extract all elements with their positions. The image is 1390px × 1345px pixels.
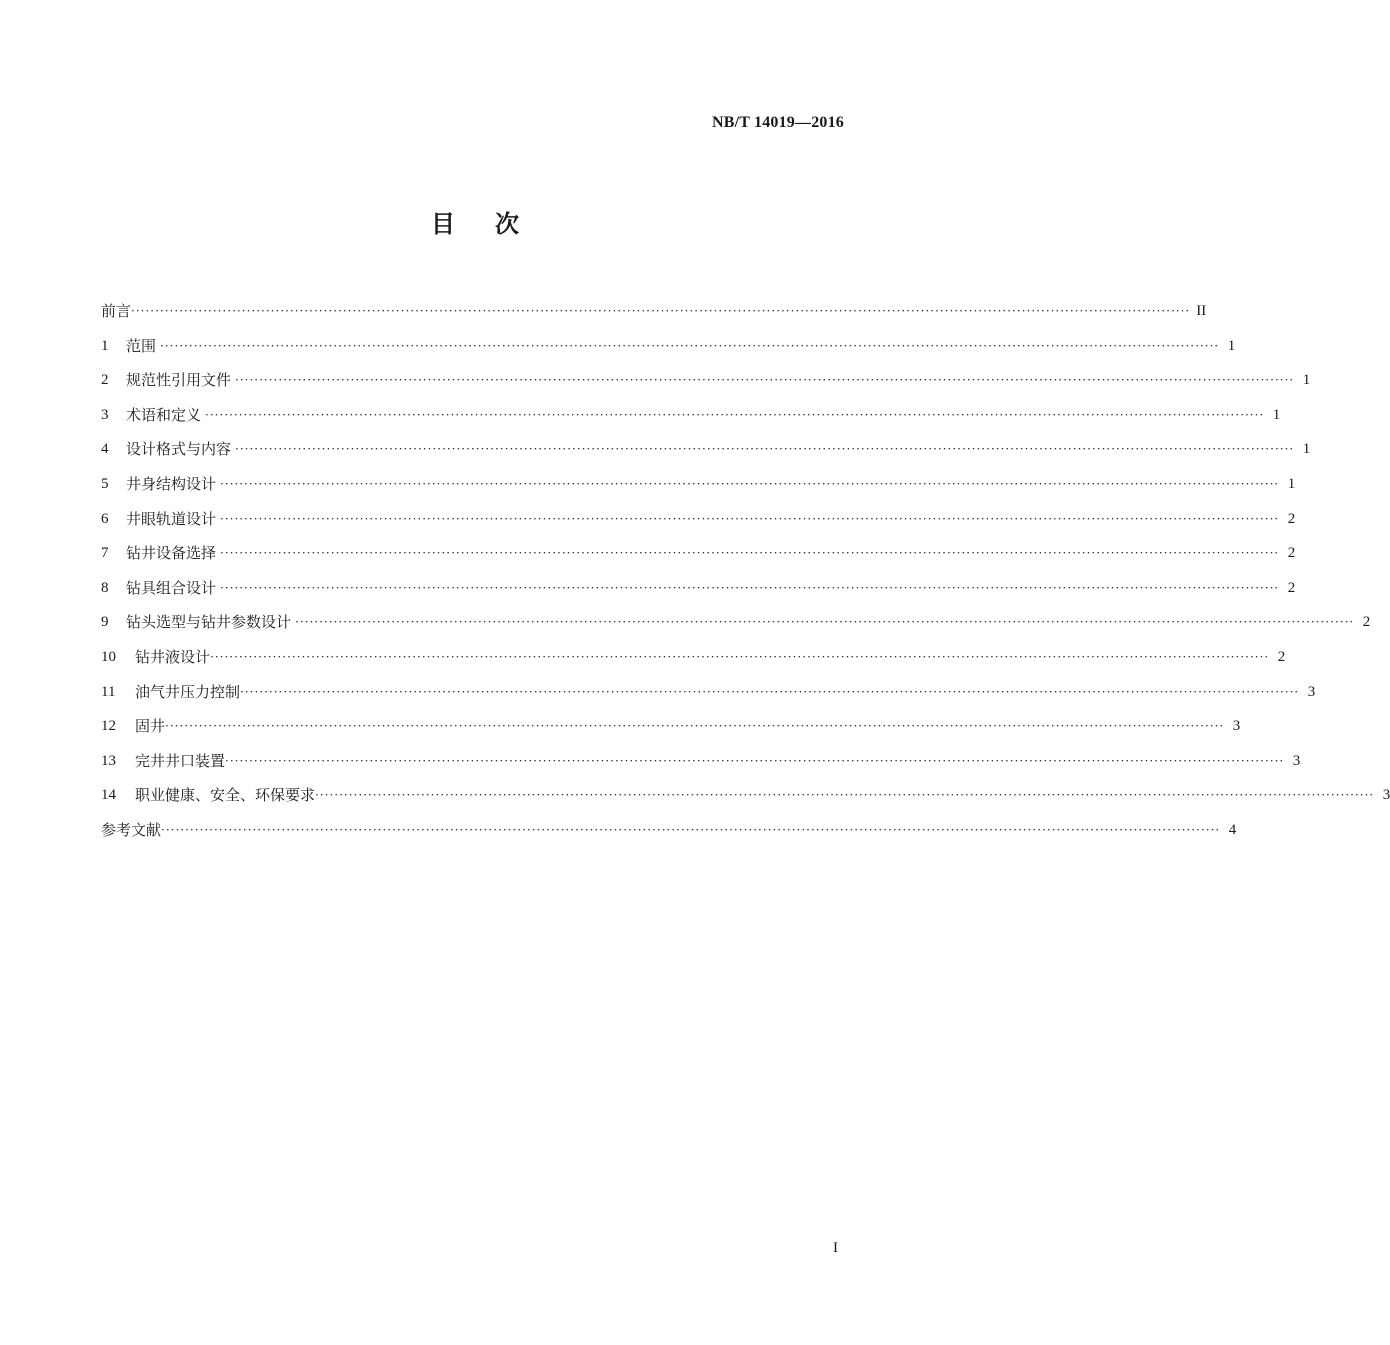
toc-entry-number: 13 bbox=[101, 752, 116, 769]
toc-leader-dots: ···························································································································································································································· bbox=[161, 822, 1221, 837]
toc-entry-page: 2 bbox=[1277, 648, 1286, 665]
toc-entry-label: 范围 bbox=[126, 336, 157, 355]
toc-entry-label: 设计格式与内容 bbox=[126, 440, 232, 459]
toc-entry-page: 2 bbox=[1287, 579, 1296, 596]
toc-entry[interactable] bbox=[101, 709, 1241, 744]
toc-entry[interactable] bbox=[101, 778, 1390, 813]
toc-entry-page: 1 bbox=[1302, 441, 1311, 458]
toc-entry-label: 参考文献 bbox=[101, 820, 162, 839]
toc-entry-page: 1 bbox=[1227, 337, 1236, 354]
toc-entry-label: 固井 bbox=[135, 717, 166, 736]
toc-entry[interactable] bbox=[101, 432, 1311, 467]
toc-entry-page: 2 bbox=[1287, 510, 1296, 527]
toc-leader-dots: ···························································································································································································································· bbox=[220, 511, 1280, 526]
toc-entry[interactable] bbox=[101, 502, 1296, 537]
toc-leader-dots: ···························································································································································································································· bbox=[315, 788, 1375, 803]
standard-number: NB/T 14019—2016 bbox=[711, 114, 844, 131]
toc-entry-label: 油气井压力控制 bbox=[135, 682, 241, 701]
toc-entry-number: 12 bbox=[101, 718, 116, 735]
toc-entry-page: 3 bbox=[1307, 683, 1316, 700]
toc-leader-dots: ···························································································································································································································· bbox=[240, 684, 1300, 699]
toc-entry-number: 1 bbox=[101, 337, 109, 354]
toc-entry[interactable] bbox=[101, 363, 1311, 398]
toc-entry-page: 3 bbox=[1232, 718, 1241, 735]
toc-leader-dots: ···························································································································································································································· bbox=[220, 546, 1280, 561]
toc-entry[interactable] bbox=[101, 675, 1316, 710]
toc-entry-page: 1 bbox=[1287, 475, 1296, 492]
toc-entry[interactable] bbox=[101, 398, 1281, 433]
toc-entry-number: 11 bbox=[101, 683, 116, 700]
toc-leader-dots: ···························································································································································································································· bbox=[295, 615, 1355, 630]
toc-entry-number: 7 bbox=[101, 545, 109, 562]
toc-leader-dots: ···························································································································································································································· bbox=[220, 476, 1280, 491]
toc-entry-label: 职业健康、安全、环保要求 bbox=[135, 786, 316, 805]
toc-entry[interactable] bbox=[101, 640, 1286, 675]
toc-entry-page: 1 bbox=[1302, 372, 1311, 389]
toc-leader-dots: ···························································································································································································································· bbox=[205, 407, 1265, 422]
toc-entry[interactable] bbox=[101, 571, 1296, 606]
toc-entry-number: 10 bbox=[101, 648, 116, 665]
toc-entry-number: 9 bbox=[101, 614, 109, 631]
toc-entry-label: 钻具组合设计 bbox=[126, 578, 217, 597]
toc-entry-number: 4 bbox=[101, 441, 109, 458]
toc-entry-number: 5 bbox=[101, 475, 109, 492]
table-of-contents bbox=[101, 294, 1390, 848]
toc-entry-label: 钻头选型与钻井参数设计 bbox=[126, 613, 292, 632]
toc-leader-dots: ···························································································································································································································· bbox=[235, 373, 1295, 388]
toc-entry-page: 3 bbox=[1382, 787, 1390, 804]
toc-entry-label: 井身结构设计 bbox=[126, 474, 217, 493]
toc-entry[interactable] bbox=[101, 536, 1296, 571]
toc-entry-number: 2 bbox=[101, 372, 109, 389]
toc-leader-dots: ···························································································································································································································· bbox=[160, 338, 1220, 353]
toc-entry-number: 3 bbox=[101, 406, 109, 423]
toc-entry[interactable] bbox=[101, 605, 1371, 640]
toc-entry-page: 2 bbox=[1287, 545, 1296, 562]
toc-leader-dots: ···························································································································································································································· bbox=[220, 580, 1280, 595]
toc-entry-label: 井眼轨道设计 bbox=[126, 509, 217, 528]
toc-entry-label: 术语和定义 bbox=[126, 405, 202, 424]
toc-entry-page: 3 bbox=[1292, 752, 1301, 769]
toc-leader-dots: ···························································································································································································································· bbox=[225, 753, 1285, 768]
toc-entry-label: 钻井设备选择 bbox=[126, 544, 217, 563]
toc-entry-label: 钻井液设计 bbox=[135, 647, 211, 666]
toc-entry[interactable] bbox=[101, 329, 1236, 364]
toc-leader-dots: ···························································································································································································································· bbox=[235, 442, 1295, 457]
toc-entry-label: 完井井口装置 bbox=[135, 751, 226, 770]
toc-entry[interactable] bbox=[101, 813, 1237, 848]
toc-entry-page: 2 bbox=[1362, 614, 1371, 631]
toc-entry-number: 14 bbox=[101, 787, 116, 804]
toc-leader-dots: ···························································································································································································································· bbox=[210, 649, 1270, 664]
toc-entry-page: II bbox=[1196, 303, 1207, 319]
toc-entry-page: 1 bbox=[1272, 406, 1281, 423]
toc-entry-label: 前言 bbox=[101, 302, 132, 320]
toc-leader-dots: ···························································································································································································································· bbox=[165, 719, 1225, 734]
toc-entry-number: 6 bbox=[101, 510, 109, 527]
page-title: 目次 bbox=[431, 210, 559, 238]
page-number: I bbox=[833, 1240, 838, 1256]
toc-entry[interactable] bbox=[101, 744, 1301, 779]
toc-entry[interactable] bbox=[101, 467, 1296, 502]
toc-entry-label: 规范性引用文件 bbox=[126, 371, 232, 390]
toc-entry-page: 4 bbox=[1228, 821, 1237, 838]
toc-entry-number: 8 bbox=[101, 579, 109, 596]
toc-leader-dots: ···························································································································································································································· bbox=[131, 304, 1191, 318]
toc-entry[interactable] bbox=[101, 294, 1207, 329]
